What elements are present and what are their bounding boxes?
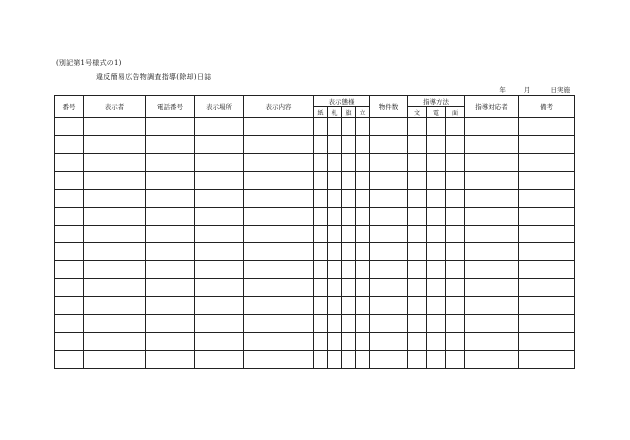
table-cell[interactable]	[408, 243, 427, 261]
table-cell[interactable]	[244, 135, 314, 153]
table-cell[interactable]	[427, 171, 446, 189]
table-cell[interactable]	[244, 189, 314, 207]
table-cell[interactable]	[55, 315, 84, 333]
table-cell[interactable]	[328, 118, 342, 136]
table-cell[interactable]	[244, 243, 314, 261]
table-cell[interactable]	[342, 261, 356, 279]
table-cell[interactable]	[244, 315, 314, 333]
table-cell[interactable]	[314, 261, 328, 279]
table-cell[interactable]	[328, 315, 342, 333]
table-cell[interactable]	[55, 118, 84, 136]
table-cell[interactable]	[342, 118, 356, 136]
table-cell[interactable]	[314, 207, 328, 225]
table-cell[interactable]	[370, 171, 408, 189]
table-cell[interactable]	[519, 153, 575, 171]
table-cell[interactable]	[356, 279, 370, 297]
table-cell[interactable]	[427, 118, 446, 136]
table-cell[interactable]	[146, 189, 195, 207]
table-cell[interactable]	[84, 315, 146, 333]
table-cell[interactable]	[446, 261, 465, 279]
header-responder: 指導対応者	[465, 96, 519, 118]
table-cell[interactable]	[55, 207, 84, 225]
table-row	[55, 118, 575, 136]
table-cell[interactable]	[356, 118, 370, 136]
table-cell[interactable]	[244, 261, 314, 279]
table-cell[interactable]	[356, 153, 370, 171]
table-cell[interactable]	[314, 153, 328, 171]
table-cell[interactable]	[446, 333, 465, 351]
table-cell[interactable]	[519, 279, 575, 297]
table-cell[interactable]	[446, 153, 465, 171]
table-cell[interactable]	[146, 207, 195, 225]
table-cell[interactable]	[465, 207, 519, 225]
table-cell[interactable]	[356, 261, 370, 279]
table-cell[interactable]	[55, 243, 84, 261]
table-cell[interactable]	[55, 297, 84, 315]
table-cell[interactable]	[84, 333, 146, 351]
table-cell[interactable]	[370, 225, 408, 243]
log-table	[54, 95, 575, 369]
table-cell[interactable]	[328, 189, 342, 207]
table-cell[interactable]	[146, 333, 195, 351]
table-cell[interactable]	[195, 207, 244, 225]
subheader-document: 文	[408, 107, 427, 118]
date-line	[499, 85, 570, 94]
table-cell[interactable]	[427, 189, 446, 207]
table-cell[interactable]	[146, 279, 195, 297]
table-cell[interactable]	[342, 297, 356, 315]
table-row	[55, 243, 575, 261]
header-remarks: 備考	[519, 96, 575, 118]
table-cell[interactable]	[84, 135, 146, 153]
table-cell[interactable]	[370, 153, 408, 171]
table-cell[interactable]	[84, 297, 146, 315]
table-cell[interactable]	[195, 118, 244, 136]
table-cell[interactable]	[519, 297, 575, 315]
table-cell[interactable]	[328, 207, 342, 225]
table-cell[interactable]	[408, 118, 427, 136]
table-cell[interactable]	[314, 135, 328, 153]
table-cell[interactable]	[195, 333, 244, 351]
table-row	[55, 315, 575, 333]
table-cell[interactable]	[146, 315, 195, 333]
table-cell[interactable]	[356, 333, 370, 351]
table-cell[interactable]	[146, 118, 195, 136]
table-cell[interactable]	[519, 350, 575, 368]
table-cell[interactable]	[446, 135, 465, 153]
table-cell[interactable]	[465, 153, 519, 171]
table-cell[interactable]	[370, 297, 408, 315]
table-cell[interactable]	[356, 189, 370, 207]
table-cell[interactable]	[446, 297, 465, 315]
table-cell[interactable]	[55, 135, 84, 153]
table-cell[interactable]	[356, 135, 370, 153]
subheader-stand: 立	[356, 107, 370, 118]
subheader-phone-call: 電	[427, 107, 446, 118]
table-cell[interactable]	[328, 333, 342, 351]
table-cell[interactable]	[195, 225, 244, 243]
form-title: 違反簡易広告物調査指導(除却)日誌	[96, 73, 212, 81]
table-cell[interactable]	[328, 225, 342, 243]
subheader-paper: 紙	[314, 107, 328, 118]
table-cell[interactable]	[446, 171, 465, 189]
table-cell[interactable]	[465, 315, 519, 333]
table-cell[interactable]	[55, 171, 84, 189]
table-row	[55, 171, 575, 189]
table-cell[interactable]	[465, 279, 519, 297]
subheader-flag: 旗	[342, 107, 356, 118]
table-cell[interactable]	[314, 279, 328, 297]
table-cell[interactable]	[146, 135, 195, 153]
table-cell[interactable]	[427, 279, 446, 297]
table-cell[interactable]	[370, 350, 408, 368]
table-cell[interactable]	[146, 225, 195, 243]
table-cell[interactable]	[84, 279, 146, 297]
subheader-tag: 札	[328, 107, 342, 118]
table-cell[interactable]	[408, 297, 427, 315]
table-cell[interactable]	[465, 135, 519, 153]
table-row	[55, 261, 575, 279]
table-cell[interactable]	[328, 297, 342, 315]
table-cell[interactable]	[446, 315, 465, 333]
table-cell[interactable]	[408, 279, 427, 297]
table-cell[interactable]	[328, 261, 342, 279]
table-cell[interactable]	[408, 207, 427, 225]
table-cell[interactable]	[84, 207, 146, 225]
table-cell[interactable]	[314, 315, 328, 333]
table-cell[interactable]	[195, 171, 244, 189]
table-cell[interactable]	[314, 171, 328, 189]
header-location: 表示場所	[195, 96, 244, 118]
table-cell[interactable]	[342, 135, 356, 153]
table-cell[interactable]	[519, 315, 575, 333]
table-cell[interactable]	[342, 315, 356, 333]
table-cell[interactable]	[465, 171, 519, 189]
table-cell[interactable]	[342, 207, 356, 225]
table-cell[interactable]	[519, 261, 575, 279]
table-cell[interactable]	[328, 153, 342, 171]
table-cell[interactable]	[356, 243, 370, 261]
table-cell[interactable]	[356, 297, 370, 315]
table-cell[interactable]	[314, 350, 328, 368]
table-cell[interactable]	[465, 333, 519, 351]
table-cell[interactable]	[195, 153, 244, 171]
table-cell[interactable]	[195, 279, 244, 297]
table-cell[interactable]	[195, 315, 244, 333]
table-cell[interactable]	[84, 350, 146, 368]
table-cell[interactable]	[244, 118, 314, 136]
table-row	[55, 207, 575, 225]
table-cell[interactable]	[408, 135, 427, 153]
table-cell[interactable]	[55, 350, 84, 368]
table-cell[interactable]	[519, 225, 575, 243]
table-cell[interactable]	[370, 333, 408, 351]
table-cell[interactable]	[244, 333, 314, 351]
table-cell[interactable]	[408, 153, 427, 171]
table-cell[interactable]	[84, 118, 146, 136]
table-cell[interactable]	[465, 225, 519, 243]
table-cell[interactable]	[519, 333, 575, 351]
table-cell[interactable]	[314, 118, 328, 136]
header-count: 物件数	[370, 96, 408, 118]
table-cell[interactable]	[195, 135, 244, 153]
table-cell[interactable]	[519, 171, 575, 189]
table-cell[interactable]	[342, 243, 356, 261]
table-cell[interactable]	[244, 153, 314, 171]
table-cell[interactable]	[370, 118, 408, 136]
table-row	[55, 135, 575, 153]
table-cell[interactable]	[370, 135, 408, 153]
table-cell[interactable]	[244, 279, 314, 297]
table-cell[interactable]	[328, 350, 342, 368]
table-cell[interactable]	[519, 243, 575, 261]
table-cell[interactable]	[465, 261, 519, 279]
table-cell[interactable]	[244, 207, 314, 225]
table-cell[interactable]	[446, 189, 465, 207]
table-cell[interactable]	[427, 261, 446, 279]
table-cell[interactable]	[427, 315, 446, 333]
table-cell[interactable]	[427, 225, 446, 243]
table-cell[interactable]	[84, 189, 146, 207]
table-cell[interactable]	[195, 350, 244, 368]
table-cell[interactable]	[519, 189, 575, 207]
table-cell[interactable]	[314, 189, 328, 207]
table-row	[55, 350, 575, 368]
date-day: 日実施	[550, 86, 570, 94]
table-cell[interactable]	[244, 225, 314, 243]
table-cell[interactable]	[342, 171, 356, 189]
table-cell[interactable]	[370, 243, 408, 261]
table-cell[interactable]	[146, 297, 195, 315]
table-cell[interactable]	[446, 243, 465, 261]
table-row	[55, 333, 575, 351]
table-cell[interactable]	[519, 118, 575, 136]
table-cell[interactable]	[370, 315, 408, 333]
table-cell[interactable]	[370, 261, 408, 279]
table-cell[interactable]	[146, 171, 195, 189]
table-cell[interactable]	[84, 225, 146, 243]
table-cell[interactable]	[408, 171, 427, 189]
table-cell[interactable]	[356, 315, 370, 333]
table-cell[interactable]	[370, 189, 408, 207]
table-cell[interactable]	[427, 333, 446, 351]
table-cell[interactable]	[356, 171, 370, 189]
table-cell[interactable]	[328, 171, 342, 189]
table-cell[interactable]	[370, 207, 408, 225]
table-row	[55, 153, 575, 171]
table-cell[interactable]	[195, 297, 244, 315]
table-cell[interactable]	[427, 207, 446, 225]
table-cell[interactable]	[55, 333, 84, 351]
table-cell[interactable]	[55, 261, 84, 279]
table-cell[interactable]	[465, 350, 519, 368]
table-cell[interactable]	[146, 153, 195, 171]
table-cell[interactable]	[342, 153, 356, 171]
header-content: 表示内容	[244, 96, 314, 118]
table-cell[interactable]	[342, 225, 356, 243]
table-cell[interactable]	[446, 118, 465, 136]
table-cell[interactable]	[342, 189, 356, 207]
table-cell[interactable]	[55, 153, 84, 171]
log-table-body	[55, 118, 575, 369]
table-cell[interactable]	[84, 243, 146, 261]
header-display-type: 表示態様	[314, 96, 370, 107]
table-cell[interactable]	[55, 279, 84, 297]
table-cell[interactable]	[342, 350, 356, 368]
table-cell[interactable]	[370, 279, 408, 297]
table-cell[interactable]	[427, 297, 446, 315]
table-cell[interactable]	[244, 350, 314, 368]
table-cell[interactable]	[465, 189, 519, 207]
table-cell[interactable]	[244, 171, 314, 189]
table-cell[interactable]	[328, 135, 342, 153]
table-cell[interactable]	[427, 135, 446, 153]
table-cell[interactable]	[408, 261, 427, 279]
table-cell[interactable]	[314, 333, 328, 351]
table-cell[interactable]	[356, 225, 370, 243]
table-cell[interactable]	[55, 225, 84, 243]
table-cell[interactable]	[84, 171, 146, 189]
table-cell[interactable]	[84, 153, 146, 171]
table-cell[interactable]	[356, 350, 370, 368]
subheader-in-person: 面	[446, 107, 465, 118]
table-cell[interactable]	[427, 243, 446, 261]
table-cell[interactable]	[465, 118, 519, 136]
table-cell[interactable]	[519, 135, 575, 153]
header-number: 番号	[55, 96, 84, 118]
table-cell[interactable]	[146, 243, 195, 261]
table-cell[interactable]	[356, 207, 370, 225]
date-month: 月	[523, 86, 531, 94]
table-cell[interactable]	[408, 333, 427, 351]
table-cell[interactable]	[408, 350, 427, 368]
table-cell[interactable]	[328, 279, 342, 297]
table-cell[interactable]	[465, 297, 519, 315]
table-cell[interactable]	[427, 350, 446, 368]
table-cell[interactable]	[342, 279, 356, 297]
table-cell[interactable]	[446, 225, 465, 243]
table-cell[interactable]	[314, 297, 328, 315]
table-cell[interactable]	[146, 261, 195, 279]
table-cell[interactable]	[195, 189, 244, 207]
form-reference: (別記第1号様式の1)	[56, 59, 122, 67]
header-phone: 電話番号	[146, 96, 195, 118]
table-cell[interactable]	[446, 350, 465, 368]
table-row	[55, 279, 575, 297]
table-cell[interactable]	[465, 243, 519, 261]
header-displayer: 表示者	[84, 96, 146, 118]
table-cell[interactable]	[328, 243, 342, 261]
table-cell[interactable]	[408, 315, 427, 333]
table-cell[interactable]	[519, 207, 575, 225]
header-guidance-method: 指導方法	[408, 96, 465, 107]
table-row	[55, 297, 575, 315]
table-cell[interactable]	[195, 243, 244, 261]
table-row	[55, 189, 575, 207]
table-cell[interactable]	[446, 279, 465, 297]
table-row	[55, 225, 575, 243]
table-cell[interactable]	[408, 189, 427, 207]
table-cell[interactable]	[195, 261, 244, 279]
table-cell[interactable]	[314, 225, 328, 243]
table-cell[interactable]	[446, 207, 465, 225]
table-cell[interactable]	[146, 350, 195, 368]
table-cell[interactable]	[55, 189, 84, 207]
table-cell[interactable]	[427, 153, 446, 171]
table-cell[interactable]	[342, 333, 356, 351]
date-year: 年	[499, 86, 506, 94]
table-cell[interactable]	[314, 243, 328, 261]
table-cell[interactable]	[244, 297, 314, 315]
table-cell[interactable]	[84, 261, 146, 279]
table-cell[interactable]	[408, 225, 427, 243]
